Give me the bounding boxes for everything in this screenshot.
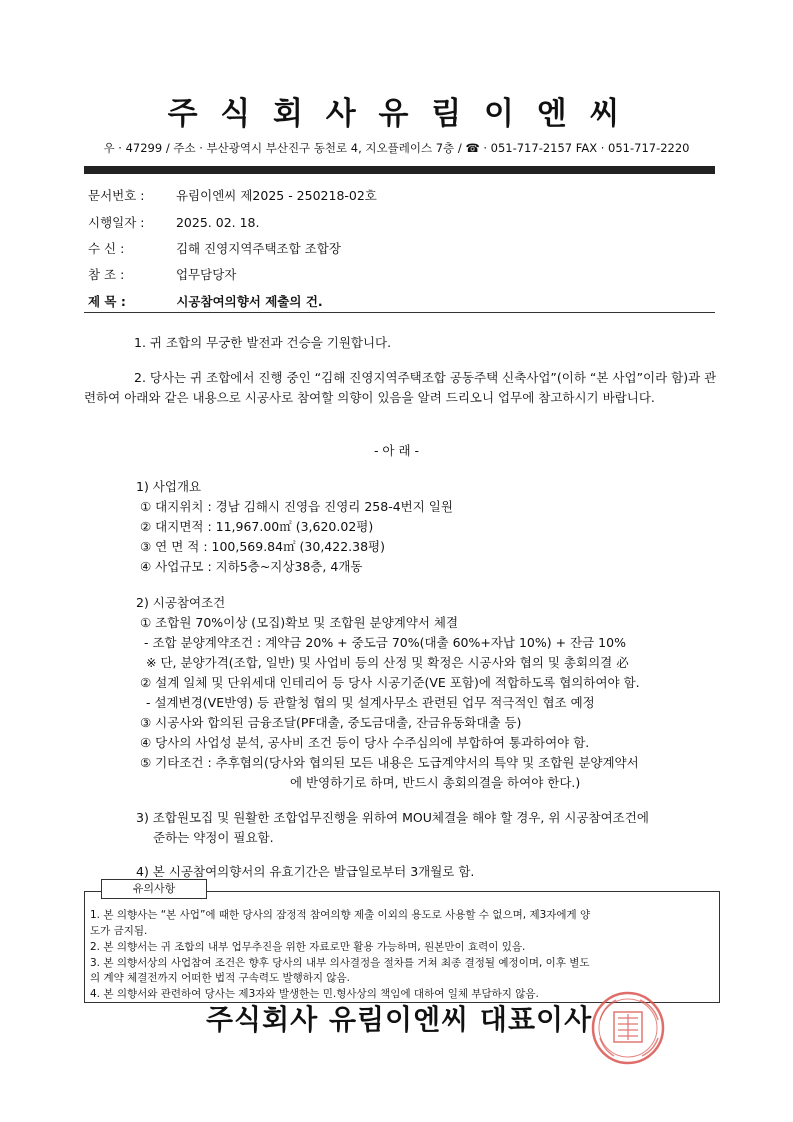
notice-line: 의 계약 체결전까지 어떠한 법적 구속력도 발행하지 않음. xyxy=(90,972,350,984)
paragraph-2: 2. 당사는 귀 조합에서 진행 중인 “김해 진영지역주택조합 공동주택 신축사업”(이하 “본 사업”이라 함)과 관련하여 아래와 같은 내용으로 시공사로 참여할 의향이 있음을 알려 드리오니 업무에 참고하시기 바랍니다. xyxy=(84,370,717,405)
reference-row xyxy=(88,265,236,283)
doc-number-row xyxy=(88,186,377,204)
section-3-line-1: 3) 조합원모집 및 원활한 조합업무진행을 위하여 MOU체결을 해야 할 경우, 위 시공참여조건에 xyxy=(136,810,649,825)
section-2-line: ② 설계 일체 및 단위세대 인테리어 등 당사 시공기준(VE 포함)에 적합하도록 협의하여야 함. xyxy=(140,675,640,690)
section-2-line: ⑤ 기타조건 : 추후협의(당사와 협의된 모든 내용은 도급계약서의 특약 및 조합원 분양계약서 xyxy=(140,755,639,770)
section-2-line: - 설계변경(VE반영) 등 관할청 협의 및 설계사무소 관련된 업무 적극적인 협조 예정 xyxy=(146,695,595,710)
doc-number-label: 문서번호 : xyxy=(88,188,145,203)
notice-line: 2. 본 의향서는 귀 조합의 내부 업무추진을 위한 자료로만 활용 가능하며, 원본만이 효력이 있음. xyxy=(90,941,526,953)
signature: 주식회사 유림이엔씨 대표이사 xyxy=(206,1003,593,1036)
section-1-item: ① 대지위치 : 경남 김해시 진영읍 진영리 258-4번지 일원 xyxy=(140,499,453,514)
section-4-line: 4) 본 시공참여의향서의 유효기간은 발급일로부터 3개월로 함. xyxy=(136,864,475,879)
notice-line: 4. 본 의향서와 관련하여 당사는 제3자와 발생한는 민.형사상의 책임에 대하여 일체 부담하지 않음. xyxy=(90,988,539,1000)
company-address: 우 · 47299 / 주소 · 부산광역시 부산진구 동천로 4, 지오플레이스 7층 / ☎ · 051-717-2157 FAX · 051-717-2220 xyxy=(103,141,690,155)
section-2-line: 에 반영하기로 하며, 반드시 총회의결을 하여야 한다.) xyxy=(290,775,581,790)
subject-label: 제 목 : xyxy=(88,294,126,309)
doc-number-value: 유림이엔씨 제2025 - 250218-02호 xyxy=(175,188,377,203)
notice-line: 1. 본 의향사는 “본 사업”에 때한 당사의 잠정적 참여의향 제출 이외의 용도로 사용할 수 없으며, 제3자에게 양 xyxy=(90,909,591,921)
section-2-line: ④ 당사의 사업성 분석, 공사비 조건 등이 당사 수주심의에 부합하여 통과하여야 함. xyxy=(140,735,590,750)
section-2-line: ① 조합원 70%이상 (모집)확보 및 조합원 분양계약서 체결 xyxy=(140,615,459,630)
subject-value: 시공참여의향서 제출의 건. xyxy=(176,294,323,309)
notice-line: 3. 본 의향서상의 사업참여 조건은 향후 당사의 내부 의사결정을 절차를 거쳐 최종 결정될 예정이며, 이후 별도 xyxy=(90,957,590,969)
section-1-item: ② 대지면적 : 11,967.00㎡ (3,620.02평) xyxy=(140,519,374,534)
notice-title: 유의사항 xyxy=(101,879,207,899)
date-value: 2025. 02. 18. xyxy=(175,215,260,230)
reference-label: 참 조 : xyxy=(88,267,125,282)
notice-line: 도가 금지됨. xyxy=(90,925,148,937)
recipient-value: 김해 진영지역주택조합 조합장 xyxy=(175,241,341,256)
section-3-line-2: 준하는 약정이 필요함. xyxy=(153,830,274,845)
section-2-title: 2) 시공참여조건 xyxy=(136,595,226,610)
company-seal-icon xyxy=(590,990,666,1066)
section-2-line: ※ 단, 분양가격(조합, 일반) 및 사업비 등의 산정 및 확정은 시공사와 협의 및 총회의결 必 xyxy=(146,655,629,670)
recipient-row xyxy=(88,239,341,257)
header-divider xyxy=(84,166,715,174)
paragraph-1: 1. 귀 조합의 무궁한 발전과 건승을 기원합니다. xyxy=(134,335,392,350)
below-heading: - 아 래 - xyxy=(373,443,420,458)
recipient-label: 수 신 : xyxy=(88,241,125,256)
subject-divider xyxy=(84,312,715,313)
section-2-line: - 조합 분양계약조건 : 계약금 20% + 중도금 70%(대출 60%+자납 10%) + 잔금 10% xyxy=(144,635,626,650)
reference-value: 업무담당자 xyxy=(175,267,237,282)
section-1-title: 1) 사업개요 xyxy=(136,479,202,494)
section-1-item: ③ 연 면 적 : 100,569.84㎡ (30,422.38평) xyxy=(140,539,385,554)
company-title: 주 식 회 사 유 림 이 엔 씨 xyxy=(167,96,626,132)
section-1-item: ④ 사업규모 : 지하5층~지상38층, 4개동 xyxy=(140,559,363,574)
date-label: 시행일자 : xyxy=(88,215,145,230)
date-row xyxy=(88,213,259,231)
section-2-line: ③ 시공사와 합의된 금융조달(PF대출, 중도금대출, 잔금유동화대출 등) xyxy=(140,715,522,730)
subject-row xyxy=(88,292,323,310)
